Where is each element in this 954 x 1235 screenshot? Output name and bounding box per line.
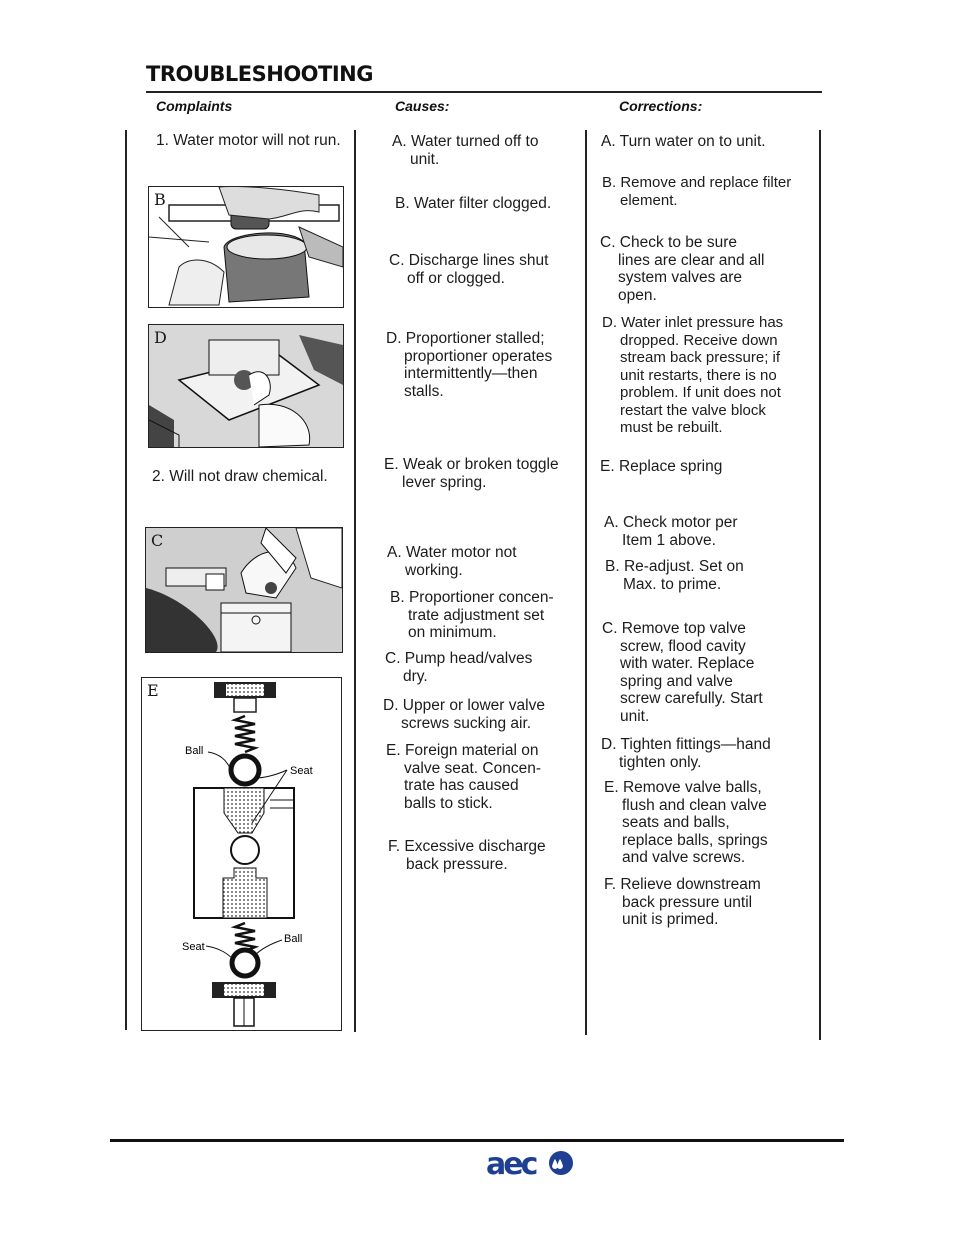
figure-d-label: D xyxy=(154,328,167,347)
complaints-header: Complaints xyxy=(156,98,233,114)
figure-e xyxy=(141,677,342,1031)
column-line-2 xyxy=(354,130,356,1032)
complaint-2: 2. Will not draw chemical. xyxy=(152,468,328,485)
figure-d-illustration xyxy=(149,325,343,447)
logo-wordmark: aec xyxy=(486,1148,536,1178)
correction-2e: E. Remove valve balls, flush and clean valve seats and balls, replace balls, springs and valve screws. xyxy=(604,779,768,866)
figure-b-label: B xyxy=(154,190,166,209)
figure-c-illustration xyxy=(146,528,342,652)
cause-2a: A. Water motor not working. xyxy=(387,544,517,579)
column-line-3 xyxy=(585,130,587,1035)
correction-2f: F. Relieve downstream back pressure until unit is primed. xyxy=(604,876,761,928)
correction-1a: A. Turn water on to unit. xyxy=(601,133,766,150)
cause-2f: F. Excessive discharge back pressure. xyxy=(388,838,546,873)
figure-c xyxy=(145,527,343,653)
causes-header: Causes: xyxy=(395,98,450,114)
column-line-right xyxy=(819,130,821,1040)
cause-2e: E. Foreign material on valve seat. Concen- trate has caused balls to stick. xyxy=(386,742,541,812)
title-rule xyxy=(146,91,822,93)
complaint-1: 1. Water motor will not run. xyxy=(156,132,341,149)
cause-1a: A. Water turned off to unit. xyxy=(392,133,539,168)
corrections-header: Corrections: xyxy=(619,98,703,114)
column-line-left xyxy=(125,130,127,1030)
label-ball-top: Ball xyxy=(185,745,204,757)
label-ball-bottom: Ball xyxy=(284,933,303,945)
correction-1d: D. Water inlet pressure has dropped. Receive down stream back pressure; if unit restarts, there is no problem. If unit does not restart the valve block must be rebuilt. xyxy=(602,314,784,436)
cause-1c: C. Discharge lines shut off or clogged. xyxy=(389,252,549,287)
figure-b xyxy=(148,186,344,308)
figure-b-illustration xyxy=(149,187,343,307)
cause-2c: C. Pump head/valves dry. xyxy=(385,650,533,685)
correction-2b: B. Re-adjust. Set on Max. to prime. xyxy=(605,558,744,593)
label-seat-top: Seat xyxy=(290,765,313,777)
figure-e-label: E xyxy=(147,681,159,700)
correction-2d: D. Tighten fittings—hand tighten only. xyxy=(601,736,771,771)
correction-1b: B. Remove and replace filter element. xyxy=(602,174,792,209)
cause-1e: E. Weak or broken toggle lever spring. xyxy=(384,456,559,491)
figure-d xyxy=(148,324,344,448)
cause-2b: B. Proportioner concen- trate adjustment set on minimum. xyxy=(390,589,554,641)
cause-2d: D. Upper or lower valve screws sucking air. xyxy=(383,697,545,732)
cause-1d: D. Proportioner stalled; proportioner operates intermittently—then stalls. xyxy=(386,330,553,400)
correction-1e: E. Replace spring xyxy=(600,458,723,475)
correction-2a: A. Check motor per Item 1 above. xyxy=(604,514,738,549)
aec-logo xyxy=(486,1148,576,1178)
correction-1c: C. Check to be sure lines are clear and all system valves are open. xyxy=(600,234,765,304)
figure-e-illustration xyxy=(142,678,341,1030)
correction-2c: C. Remove top valve screw, flood cavity with water. Replace spring and valve screw carefully. Start unit. xyxy=(602,620,763,725)
label-seat-bottom: Seat xyxy=(182,941,205,953)
page-title: TROUBLESHOOTING xyxy=(146,62,373,86)
cause-1b: B. Water filter clogged. xyxy=(395,195,552,212)
footer-rule xyxy=(110,1139,844,1142)
figure-c-label: C xyxy=(151,531,164,550)
